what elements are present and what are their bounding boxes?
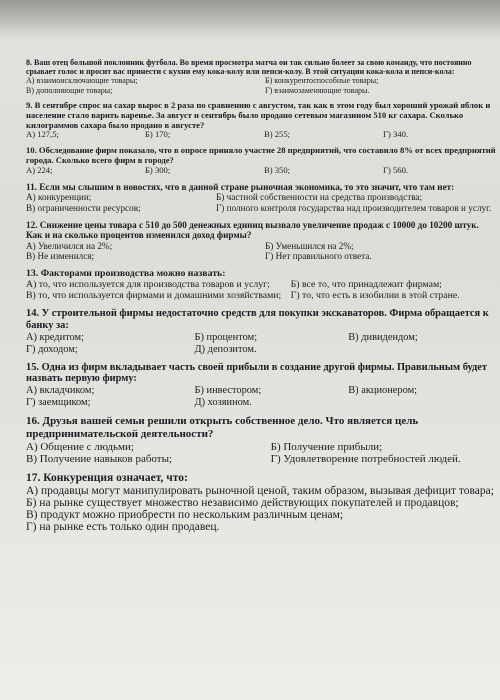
option-16b: Б) Получение прибыли;: [270, 440, 383, 453]
question-17-text: 17. Конкуренция означает, что:: [26, 471, 188, 484]
option-11b: Б) частной собственности на средства производства;: [216, 192, 423, 203]
option-10c: В) 350;: [264, 165, 291, 175]
option-17c: В) продукт можно приобрести по нескольким различным ценам;: [26, 509, 344, 522]
option-8c: В) дополняющие товары;: [26, 85, 113, 95]
question-12-text: 12. Снижение цены товара с 510 до 500 денежных единиц вызвало увеличение продаж с 10000 до 10200 штук. Как и на сколько процентов изменился доход фирмы?: [26, 219, 479, 241]
question-14-text: 14. У строительной фирмы недостаточно средств для покупки экскаваторов. Фирма обращается к банку за:: [26, 307, 489, 331]
option-13d: Г) то, что есть в изобилии в этой стране.: [290, 290, 460, 302]
question-15: [26, 362, 496, 410]
option-17a: А) продавцы могут манипулировать рыночной ценой, таким образом, вызывая дефицит товара;: [26, 485, 494, 498]
option-12d: Г) Нет правильного ответа.: [265, 251, 372, 262]
option-13b: Б) все то, что принадлежит фирмам;: [290, 279, 442, 291]
option-12c: В) Не изменился;: [26, 251, 95, 262]
option-13a: А) то, что используется для производства товаров и услуг;: [26, 279, 270, 291]
question-11-options: [26, 192, 496, 213]
question-list: [26, 58, 496, 539]
option-15b: Б) инвестором;: [194, 385, 262, 397]
option-10a: А) 224;: [26, 165, 53, 175]
option-15a: А) вкладчиком;: [26, 385, 95, 397]
option-15d: Г) заемщиком;: [26, 397, 91, 409]
option-14e: Д) депозитом.: [194, 343, 257, 355]
question-13-text: 13. Факторами производства можно назвать:: [26, 267, 226, 279]
question-13-options: [26, 279, 496, 302]
option-11d: Г) полного контроля государства над производителем товаров и услуг.: [216, 203, 492, 214]
question-8-options: [26, 76, 496, 94]
question-12: [26, 220, 496, 262]
option-17b: Б) на рынке существует множество независимо действующих покупателей и продавцов;: [26, 497, 459, 510]
question-8: [26, 58, 496, 95]
option-11c: В) ограниченности ресурсов;: [26, 203, 141, 214]
question-9-options: [26, 130, 496, 140]
option-10d: Г) 560.: [383, 165, 409, 175]
question-14-options: [26, 332, 496, 356]
option-14a: А) кредитом;: [26, 331, 84, 343]
question-8-text: 8. Ваш отец большой поклонник футбола. Во время просмотра матча он так сильно болеет за свою команду, что постоянно срывает голос и просит вас принести с кухни ему кока-колу или пепси-колу. В этой ситуации кока-кола и пепси-кола:: [26, 58, 472, 77]
option-9c: В) 255;: [264, 129, 291, 140]
question-12-options: [26, 241, 496, 262]
option-8a: А) взаимоисключающие товары;: [26, 76, 138, 86]
question-16-text: 16. Друзья вашей семьи решили открыть собственное дело. Что является цель предпринимательской деятельности?: [26, 415, 419, 440]
option-17d: Г) на рынке есть только один продавец.: [26, 521, 220, 534]
question-16: [26, 415, 496, 466]
question-11-text: 11. Если мы слышим в новостях, что в данной стране рыночная экономика, то это значит, что там нет:: [26, 181, 455, 192]
question-10: [26, 146, 496, 176]
option-16a: А) Общение с людьми;: [26, 440, 134, 453]
option-15e: Д) хозяином.: [194, 397, 252, 409]
question-11: [26, 182, 496, 214]
option-16c: В) Получение навыков работы;: [26, 453, 173, 466]
option-14d: Г) доходом;: [26, 343, 78, 355]
question-14: [26, 308, 496, 356]
option-13c: В) то, что используется фирмами и домашними хозяйствами;: [26, 290, 282, 302]
question-17-options: [26, 485, 496, 533]
option-9b: Б) 170;: [145, 129, 171, 140]
question-15-options: [26, 385, 496, 409]
option-9d: Г) 340.: [383, 129, 409, 140]
option-8d: Г) взаимозаменяющие товары.: [265, 85, 370, 95]
option-12b: Б) Уменьшился на 2%;: [265, 240, 354, 251]
option-11a: А) конкуренции;: [26, 192, 92, 203]
option-15c: В) акционером;: [348, 385, 418, 397]
question-17: [26, 472, 496, 533]
option-8b: Б) конкурентоспособные товары;: [265, 76, 379, 86]
option-14b: Б) процентом;: [194, 331, 258, 343]
option-16d: Г) Удовлетворение потребностей людей.: [270, 453, 461, 466]
question-10-text: 10. Обследование фирм показало, что в опросе приняло участие 28 предприятий, что составило 8% от всех предприятий города. Сколько всего фирм в городе?: [26, 145, 496, 166]
question-9: [26, 101, 496, 141]
question-13: [26, 268, 496, 302]
question-16-options: [26, 441, 496, 466]
option-12a: А) Увеличился на 2%;: [26, 240, 113, 251]
page-shadow: [0, 0, 500, 40]
question-15-text: 15. Одна из фирм вкладывает часть своей прибыли в создание другой фирмы. Правильным будет назвать первую фирму:: [26, 361, 488, 385]
option-14c: В) дивидендом;: [348, 331, 418, 343]
option-10b: Б) 300;: [145, 165, 171, 175]
option-9a: А) 127,5;: [26, 129, 59, 140]
question-9-text: 9. В сентябре спрос на сахар вырос в 2 раза по сравнению с августом, так как в этом году был хороший урожай яблок и население стало варить варенье. За август и сентябрь было продано сетевым магазином 510 кг сахара. Сколько килограммов сахара было продано в августе?: [26, 99, 491, 130]
question-10-options: [26, 166, 496, 176]
